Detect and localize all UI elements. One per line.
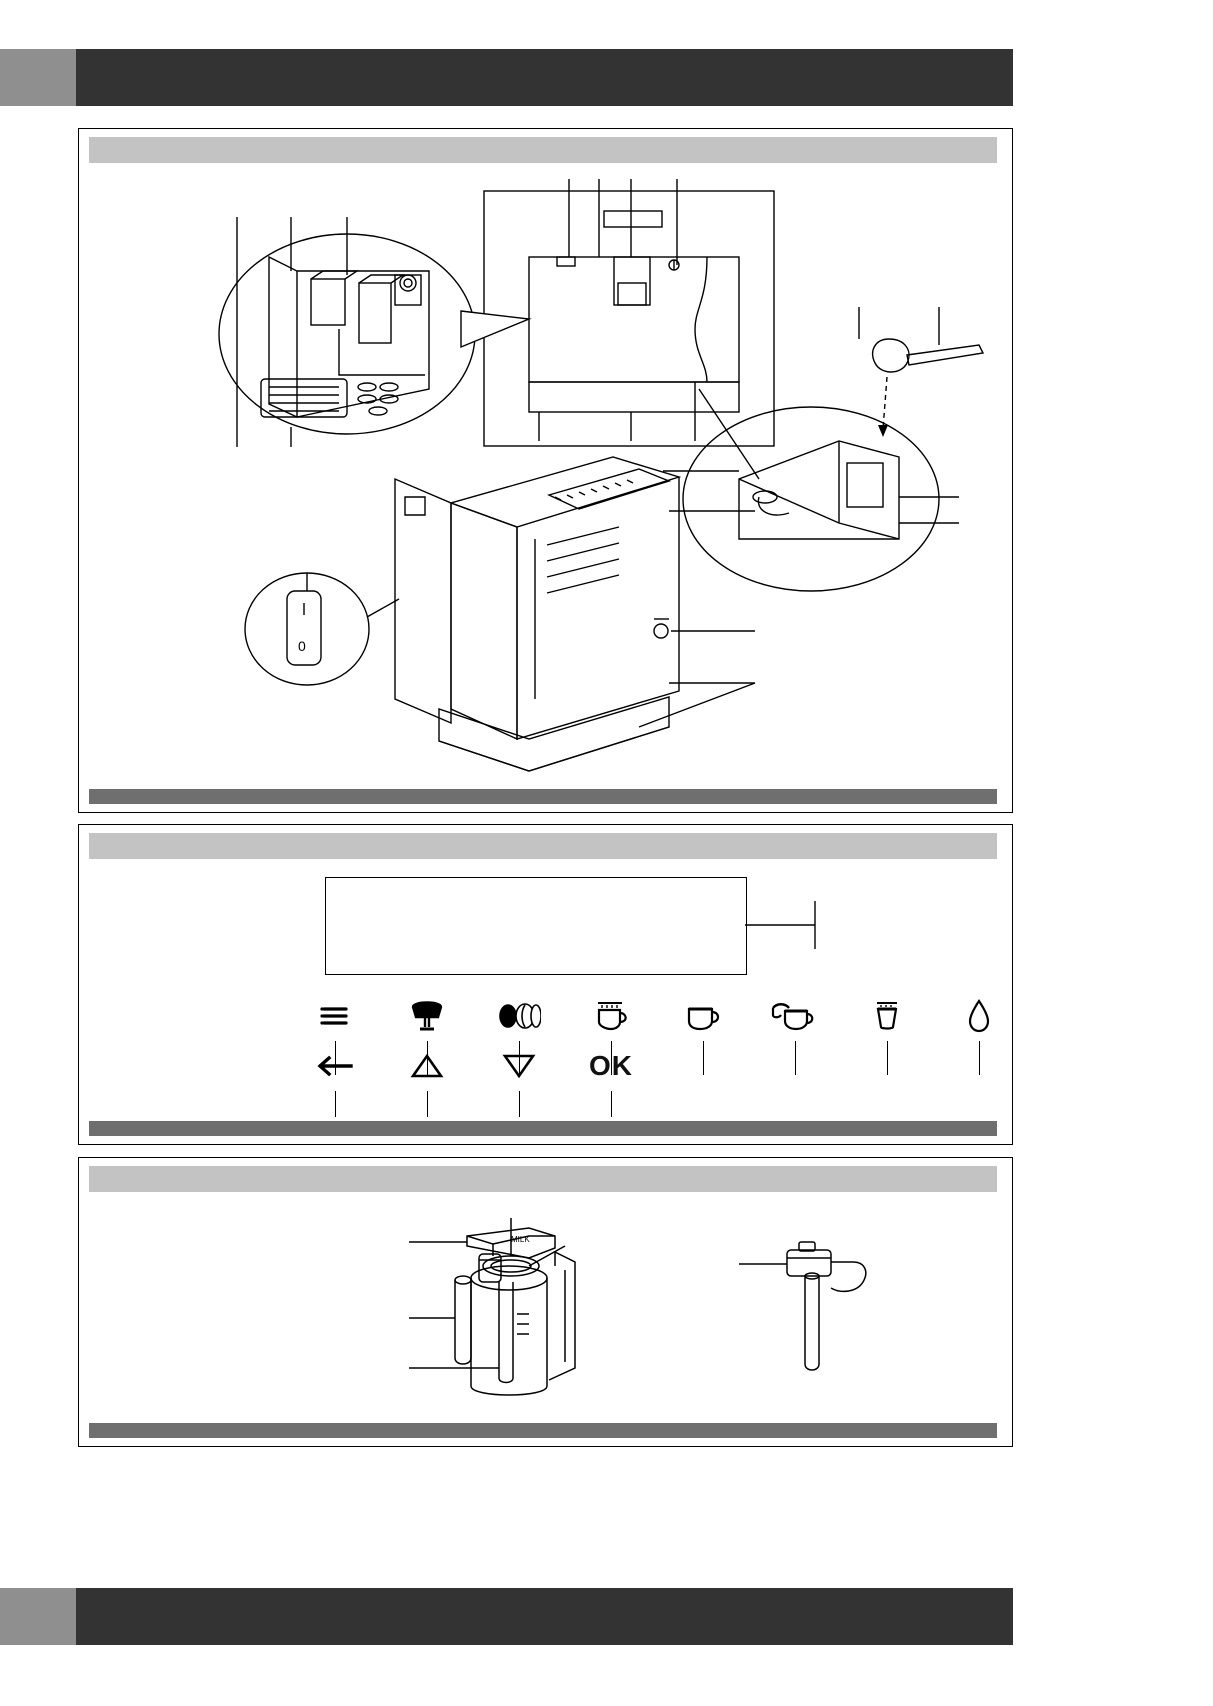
section-machine-overview [78, 128, 1013, 813]
section-control-panel [78, 824, 1013, 1145]
hot-water-callout-line [979, 1041, 980, 1075]
coffee-cup-icon [657, 993, 749, 1039]
button-back[interactable] [289, 1043, 381, 1117]
coffee-beans-icon [473, 993, 565, 1039]
page-header-tab [0, 49, 76, 106]
ok-button-icon: OK [589, 1050, 633, 1081]
machine-overview-illustration [199, 179, 999, 779]
up-arrow-icon [381, 1043, 473, 1089]
menu-icon [289, 993, 381, 1039]
svg-text:MILK: MILK [511, 1235, 530, 1244]
latte-callout-line [887, 1041, 888, 1075]
espresso-cup-icon [565, 993, 657, 1039]
up-callout-line [427, 1091, 428, 1117]
page-footer-bar [0, 1588, 1213, 1645]
coffee-callout-line [703, 1041, 704, 1075]
button-up[interactable] [381, 1043, 473, 1117]
milk-container-illustration [379, 1218, 639, 1418]
section-overview-footer [89, 789, 997, 804]
hot-water-drop-icon [933, 993, 1025, 1039]
page-footer-title-bar [76, 1588, 1013, 1645]
svg-text:0: 0 [298, 638, 306, 654]
page-header-bar [0, 49, 1213, 106]
section-controls-heading [89, 833, 997, 859]
back-callout-line [335, 1091, 336, 1117]
latte-glass-icon [841, 993, 933, 1039]
down-arrow-icon [473, 1043, 565, 1089]
back-arrow-icon [289, 1043, 381, 1089]
section-accessories-heading [89, 1166, 997, 1192]
button-coffee[interactable] [657, 993, 749, 1075]
display-callout-line [745, 877, 825, 973]
milk-frother-tube-illustration [719, 1236, 919, 1396]
ok-callout-line [611, 1091, 612, 1117]
control-icon-row-bottom [289, 1043, 657, 1117]
cappuccino-cup-icon [749, 993, 841, 1039]
button-latte-macchiato[interactable] [841, 993, 933, 1075]
section-accessories-footer [89, 1423, 997, 1438]
down-callout-line [519, 1091, 520, 1117]
button-ok[interactable] [565, 1043, 657, 1117]
page-footer-tab [0, 1588, 76, 1645]
machine-display [325, 877, 747, 975]
brew-unit-icon [381, 993, 473, 1039]
section-accessories [78, 1157, 1013, 1447]
button-down[interactable] [473, 1043, 565, 1117]
cappuccino-callout-line [795, 1041, 796, 1075]
button-hot-water[interactable] [933, 993, 1025, 1075]
page-header-title-bar [76, 49, 1013, 106]
button-cappuccino[interactable] [749, 993, 841, 1075]
section-overview-heading [89, 137, 997, 163]
section-controls-footer [89, 1121, 997, 1136]
